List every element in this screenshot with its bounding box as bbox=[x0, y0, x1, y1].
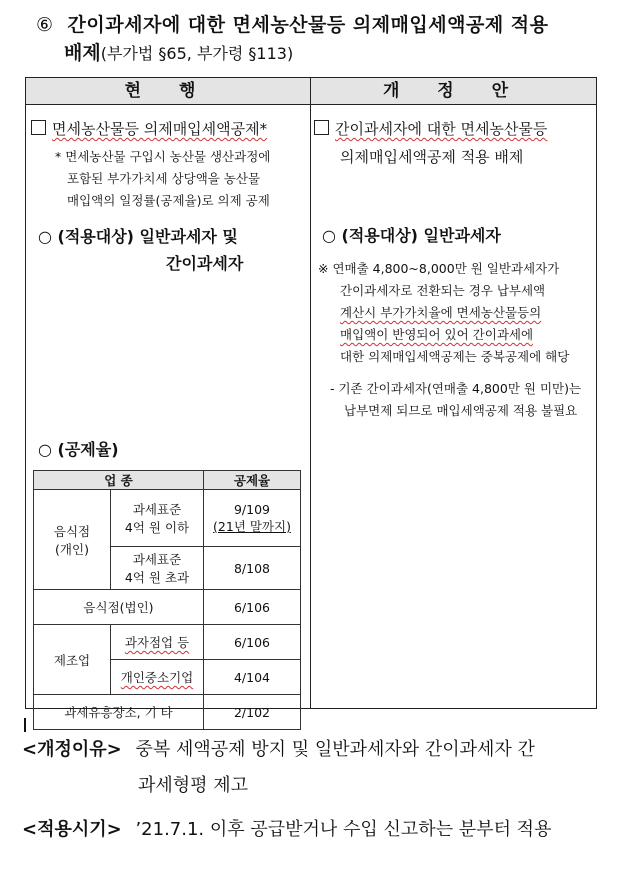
revised-dash-note bbox=[330, 378, 581, 422]
effective-text: ’21.7.1. 이후 공급받거나 수입 신고하는 분부터 적용 bbox=[135, 819, 552, 840]
header-revised: 개 정 안 bbox=[311, 78, 596, 105]
header-current: 현 행 bbox=[26, 78, 310, 105]
rate-under-note: (21년 말까지) bbox=[213, 518, 291, 534]
revised-note-line: 계산시 부가가치율에 면세농산물등의 bbox=[340, 305, 542, 320]
col-rate: 공제율 bbox=[204, 471, 301, 490]
rate-bakery: 6/106 bbox=[204, 625, 301, 660]
rate-under-value: 9/109 bbox=[233, 501, 271, 517]
sme bbox=[111, 660, 204, 695]
restaurant-corp: 음식점(법인) bbox=[34, 590, 204, 625]
rate-table bbox=[33, 470, 301, 730]
column-divider bbox=[310, 78, 311, 708]
current-item bbox=[31, 117, 267, 141]
entertainment: 과세유흥장소, 기 타 bbox=[34, 695, 204, 730]
current-target: ○ (적용대상) 일반과세자 및 bbox=[38, 227, 238, 246]
effective-label: <적용시기> bbox=[22, 819, 122, 840]
current-item-text: 면세농산물등 의제매입세액공제* bbox=[52, 120, 268, 138]
revised-dash-line: 납부면제 되므로 매입세액공제 적용 불필요 bbox=[344, 403, 578, 418]
revised-note-line: 대한 의제매입세액공제는 중복공제에 해당 bbox=[340, 349, 570, 364]
rate-under bbox=[204, 490, 301, 547]
title-line2: 배제 bbox=[64, 42, 101, 64]
text-cursor bbox=[24, 718, 26, 732]
current-rate-label: ○ (공제율) bbox=[38, 440, 119, 459]
revised-dash-line: - 기존 간이과세자(연매출 4,800만 원 미만)는 bbox=[330, 381, 582, 396]
rate-corp: 6/106 bbox=[204, 590, 301, 625]
rate-over: 8/108 bbox=[204, 547, 301, 590]
current-note-line: 포함된 부가가치세 상당액을 농산물 bbox=[67, 171, 261, 186]
tax-base-under: 과세표준 4억 원 이하 bbox=[111, 490, 204, 547]
bakery-text: 과자점업 등 bbox=[124, 635, 190, 650]
revised-note-line: 간이과세자로 전환되는 경우 납부세액 bbox=[340, 283, 546, 298]
revised-item-line1: 간이과세자에 대한 면세농산물등 bbox=[335, 120, 548, 138]
restaurant-individual: 음식점 (개인) bbox=[34, 490, 111, 590]
current-note bbox=[55, 146, 270, 212]
title-reference: (부가법 §65, 부가령 §113) bbox=[100, 44, 294, 63]
manufacturing: 제조업 bbox=[34, 625, 111, 695]
revised-target: ○ (적용대상) 일반과세자 bbox=[322, 226, 501, 245]
current-target-line2: 간이과세자 bbox=[166, 254, 244, 273]
reason-block bbox=[22, 732, 535, 804]
current-note-line: 매입액의 일정률(공제율)로 의제 공제 bbox=[67, 193, 270, 208]
rate-entertainment: 2/102 bbox=[204, 695, 301, 730]
revised-item bbox=[314, 117, 547, 169]
effective-block bbox=[22, 812, 551, 848]
sme-text: 개인중소기업 bbox=[120, 670, 194, 685]
rate-sme: 4/104 bbox=[204, 660, 301, 695]
reason-line2: 과세형평 제고 bbox=[138, 775, 249, 796]
bakery bbox=[111, 625, 204, 660]
section-number: ⑥ bbox=[36, 14, 54, 36]
reason-label: <개정이유> bbox=[22, 739, 122, 760]
tax-base-over: 과세표준 4억 원 초과 bbox=[111, 547, 204, 590]
checkbox-icon bbox=[314, 120, 329, 135]
reason-line1: 중복 세액공제 방지 및 일반과세자와 간이과세자 간 bbox=[135, 739, 535, 760]
title-line1: 간이과세자에 대한 면세농산물등 의제매입세액공제 적용 bbox=[67, 14, 549, 36]
checkbox-icon bbox=[31, 120, 46, 135]
col-industry: 업 종 bbox=[34, 471, 204, 490]
revised-note-line: ※ 연매출 4,800~8,000만 원 일반과세자가 bbox=[318, 261, 560, 276]
section-title bbox=[36, 10, 549, 40]
section-title-line2 bbox=[64, 40, 293, 67]
revised-note bbox=[318, 258, 569, 368]
revised-item-line2: 의제매입세액공제 적용 배제 bbox=[340, 148, 524, 166]
current-note-line: * 면세농산물 구입시 농산물 생산과정에 bbox=[55, 149, 271, 164]
revised-note-line: 매입액이 반영되어 있어 간이과세에 bbox=[340, 327, 534, 342]
